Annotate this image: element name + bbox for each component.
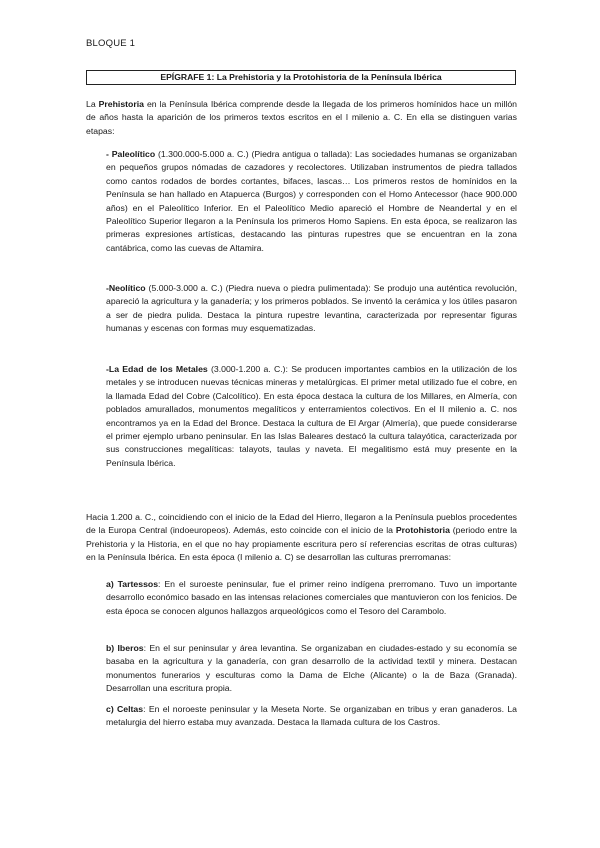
neolitico-title: -Neolítico [106, 283, 146, 293]
iberos-title: b) Iberos [106, 643, 144, 653]
intro-text: en la Península Ibérica comprende desde la llegada de los primeros homínidos hace un millón de años hasta la aparición de los primeros textos escritos en el I milenio a. C. En ella se distinguen varias etapas: [86, 99, 518, 136]
protohistoria-paragraph [86, 511, 517, 565]
epigrafe-title: EPÍGRAFE 1: La Prehistoria y la Protohistoria de la Península Ibérica [86, 70, 516, 85]
metales-text: (3.000-1.200 a. C.): Se producen importantes cambios en la utilización de los metales y se introducen nuevas técnicas mineras y metalúrgicas. El primer metal utilizado fue el cobre, en la llamada Edad del Cobre (Calcolítico). En esta época destaca la cultura de los Millares, en Almería, con poblados amurallados, monumentos megalíticos y enterramientos colectivos. En el II milenio a. C. nos encontramos ya en la Edad del Bronce. Destaca la cultura de El Argar (Almería), que puede considerarse el primer ejemplo urbano peninsular. En las Islas Baleares destacó la cultura talayótica, caracterizada por sus construcciones megalíticas: talayots, taulas y naveta. El megalitismo está muy presente en la Península Ibérica. [106, 364, 517, 468]
paleolitico-title: - Paleolítico [106, 149, 156, 159]
intro-lead: La [86, 99, 99, 109]
metales-title: -La Edad de los Metales [106, 364, 208, 374]
block-label: BLOQUE 1 [86, 38, 136, 49]
iberos-text: : En el sur peninsular y área levantina. Se organizaban en ciudades-estado y su economía se basaba en la agricultura y la ganadería, con gran desarrollo de la actividad textil y minera. Destacan monumentos funerarios y esculturas como la Dama de Elche (Alicante) o la de Baza (Granada). Desarrollan una escritura propia. [106, 643, 517, 694]
proto-text-after: (periodo entre la Prehistoria y la Historia, en el que no hay propiamente escritura pero sí referencias escritas de otras culturas) en la Península Ibérica. En esta época (I milenio a. C) se desarrollan las culturas prerromanas: [86, 525, 517, 563]
neolitico-paragraph [106, 282, 517, 336]
neolitico-text: (5.000-3.000 a. C.) (Piedra nueva o piedra pulimentada): Se produjo una auténtica revolución, apareció la agricultura y la ganadería; y los primeros poblados. Se inventó la cerámica y los útiles pasaron a ser de piedra pulida. Destaca la pintura rupestre levantina, caracterizada por representar figuras humanas y escenas con formas muy esquematizadas. [106, 283, 517, 334]
intro-term: Prehistoria [98, 99, 144, 109]
metales-paragraph [106, 363, 517, 470]
paleolitico-text: (1.300.000-5.000 a. C.) (Piedra antigua o tallada): Las sociedades humanas se organizaban en pequeños grupos nómadas de cazadores y recolectores. Utilizaban instrumentos de piedra tallados como cantos rodados de bordes cortantes, bifaces, lascas… Los primeros restos de homínidos en la Península se han hallado en Atapuerca (Burgos) y corresponden con el Homo Antecessor (hace 900.000 años) en el Paleolítico Inferior. En el Paleolítico Medio apareció el Hombre de Neandertal y en el Paleolítico Superior llegaron a la Península los primeros Homo Sapiens. En esta época, se realizaron las primeras expresiones artísticas, destacando las pinturas rupestres que se encuentran en la zona cantábrica, como las cuevas de Altamira. [106, 149, 517, 253]
proto-term: Protohistoria [395, 525, 450, 536]
tartessos-paragraph [106, 578, 517, 618]
tartessos-title: a) Tartessos [106, 579, 159, 589]
tartessos-text: : En el suroeste peninsular, fue el primer reino indígena prerromano. Tuvo un importante desarrollo económico basado en las intensas relaciones comerciales que mantuvieron con los fenicios. De esta época se conocen algunos hallazgos arqueológicos como el Tesoro del Carambolo. [106, 579, 517, 616]
celtas-title: c) Celtas [106, 704, 144, 714]
paleolitico-paragraph [106, 148, 517, 255]
celtas-paragraph [106, 703, 517, 730]
proto-text-before: Hacia 1.200 a. C., coincidiendo con el inicio de la Edad del Hierro, llegaron a la Península pueblos procedentes de la Europa Central (indoeuropeos). Además, esto coincide con el inicio de la [86, 512, 517, 536]
celtas-text: : En el noroeste peninsular y la Meseta Norte. Se organizaban en tribus y eran ganaderos. La metalurgia del hierro estaba muy avanzada. Destaca la llamada cultura de los Castros. [106, 704, 517, 728]
iberos-paragraph [106, 642, 517, 696]
intro-paragraph [86, 98, 517, 138]
